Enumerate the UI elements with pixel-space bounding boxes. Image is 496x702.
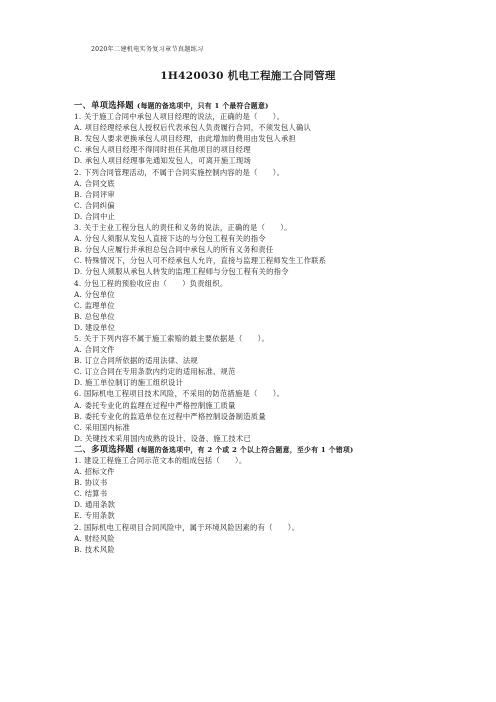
question-stem: 6. 国际机电工程项目技术风险，不采用的防范措施是（ ）。 <box>74 389 285 399</box>
answer-option: E. 专用条款 <box>74 511 115 521</box>
question-stem: 5. 关于下列内容不属于施工索赔的最主要依据是（ ）。 <box>74 333 270 343</box>
answer-option: A. 委托专业化的监理在过程中严格控制施工质量 <box>74 400 236 410</box>
question-list-single-choice <box>74 111 434 444</box>
document-title: 1H420030 机电工程施工合同管理 <box>160 70 336 82</box>
answer-option: C. 采用国内标准 <box>74 422 130 432</box>
answer-option: C. 监理单位 <box>74 300 115 310</box>
answer-option: A. 分包人须服从发包人直接下达的与分包工程有关的指令 <box>74 234 266 244</box>
section-heading-single-choice <box>74 100 434 111</box>
answer-option: A. 合同交底 <box>74 178 115 188</box>
question-stem: 4. 分包工程的预验收应由（ ）负责组织。 <box>74 278 228 288</box>
question-list-multiple-choice <box>74 455 434 555</box>
running-header: 2020年二建机电实务复习章节真题练习 <box>91 46 204 53</box>
answer-option: D. 分包人须服从承包人转发的监理工程师与分包工程有关的指令 <box>74 267 289 277</box>
answer-option: A. 分包单位 <box>74 289 115 299</box>
answer-option: B. 合同评审 <box>74 189 115 199</box>
section-heading-text: 二、多项选择题 <box>74 443 134 454</box>
answer-option: B. 分包人应履行并承担总包合同中承包人的所有义务和责任 <box>74 245 274 255</box>
section-heading-text: 一、单项选择题 <box>74 100 134 110</box>
section-heading-note: (每题的备选项中，只有 1 个最符合题意) <box>136 102 269 110</box>
section-heading-note: (每题的备选项中，有 2 个或 2 个以上符合题意，至少有 1 个错项) <box>136 445 354 454</box>
answer-option: A. 项目经理经承包人授权后代表承包人负责履行合同，不须发包人确认 <box>74 123 312 133</box>
answer-option: C. 订立合同在专用条款内约定的适用标准、规范 <box>74 367 236 377</box>
answer-option: B. 发包人要求更换承包人项目经理，由此增加的费用由发包人承担 <box>74 134 297 144</box>
answer-option: C. 特殊情况下，分包人可不经承包人允许，直接与监理工程师发生工作联系 <box>74 256 327 266</box>
answer-option: B. 委托专业化的监造单位在过程中严格控制设备制造质量 <box>74 411 266 421</box>
answer-option: C. 结算书 <box>74 489 108 499</box>
answer-option: A. 财经风险 <box>74 533 115 543</box>
answer-option: B. 订立合同所依据的适用法律、法规 <box>74 356 198 366</box>
answer-option: B. 技术风险 <box>74 544 115 554</box>
answer-option: C. 合同纠偏 <box>74 200 115 210</box>
answer-option: D. 施工单位制订的施工组织设计 <box>74 378 184 388</box>
answer-option: A. 招标文件 <box>74 467 115 477</box>
answer-option: B. 协议书 <box>74 478 108 488</box>
question-stem: 2. 下列合同管理活动，不属于合同实施控制内容的是（ ）。 <box>74 167 285 177</box>
answer-option: D. 承包人项目经理事先通知发包人，可离开施工现场 <box>74 156 252 166</box>
question-stem: 1. 关于施工合同中承包人项目经理的说法，正确的是（ ）。 <box>74 112 285 122</box>
answer-option: D. 建设单位 <box>74 322 116 332</box>
section-heading-multiple-choice <box>74 444 434 455</box>
answer-option: D. 通用条款 <box>74 500 116 510</box>
document-body <box>74 100 434 555</box>
question-stem: 3. 关于主业工程分包人的责任和义务的说法，正确的是（ ）。 <box>74 223 292 233</box>
answer-option: A. 合同文件 <box>74 345 115 355</box>
answer-option: D. 合同中止 <box>74 211 116 221</box>
answer-option: B. 总包单位 <box>74 311 115 321</box>
question-stem: 1. 建设工程施工合同示范文本的组成包括（ ）。 <box>74 456 247 465</box>
question-stem: 2. 国际机电工程项目合同风险中，属于环境风险因素的有（ ）。 <box>74 522 300 532</box>
answer-option: C. 承包人项目经理不得同时担任其他项目的项目经理 <box>74 145 251 155</box>
answer-option: D. 关键技术采用国内成熟的设计、设备、施工技术已 <box>74 433 252 443</box>
